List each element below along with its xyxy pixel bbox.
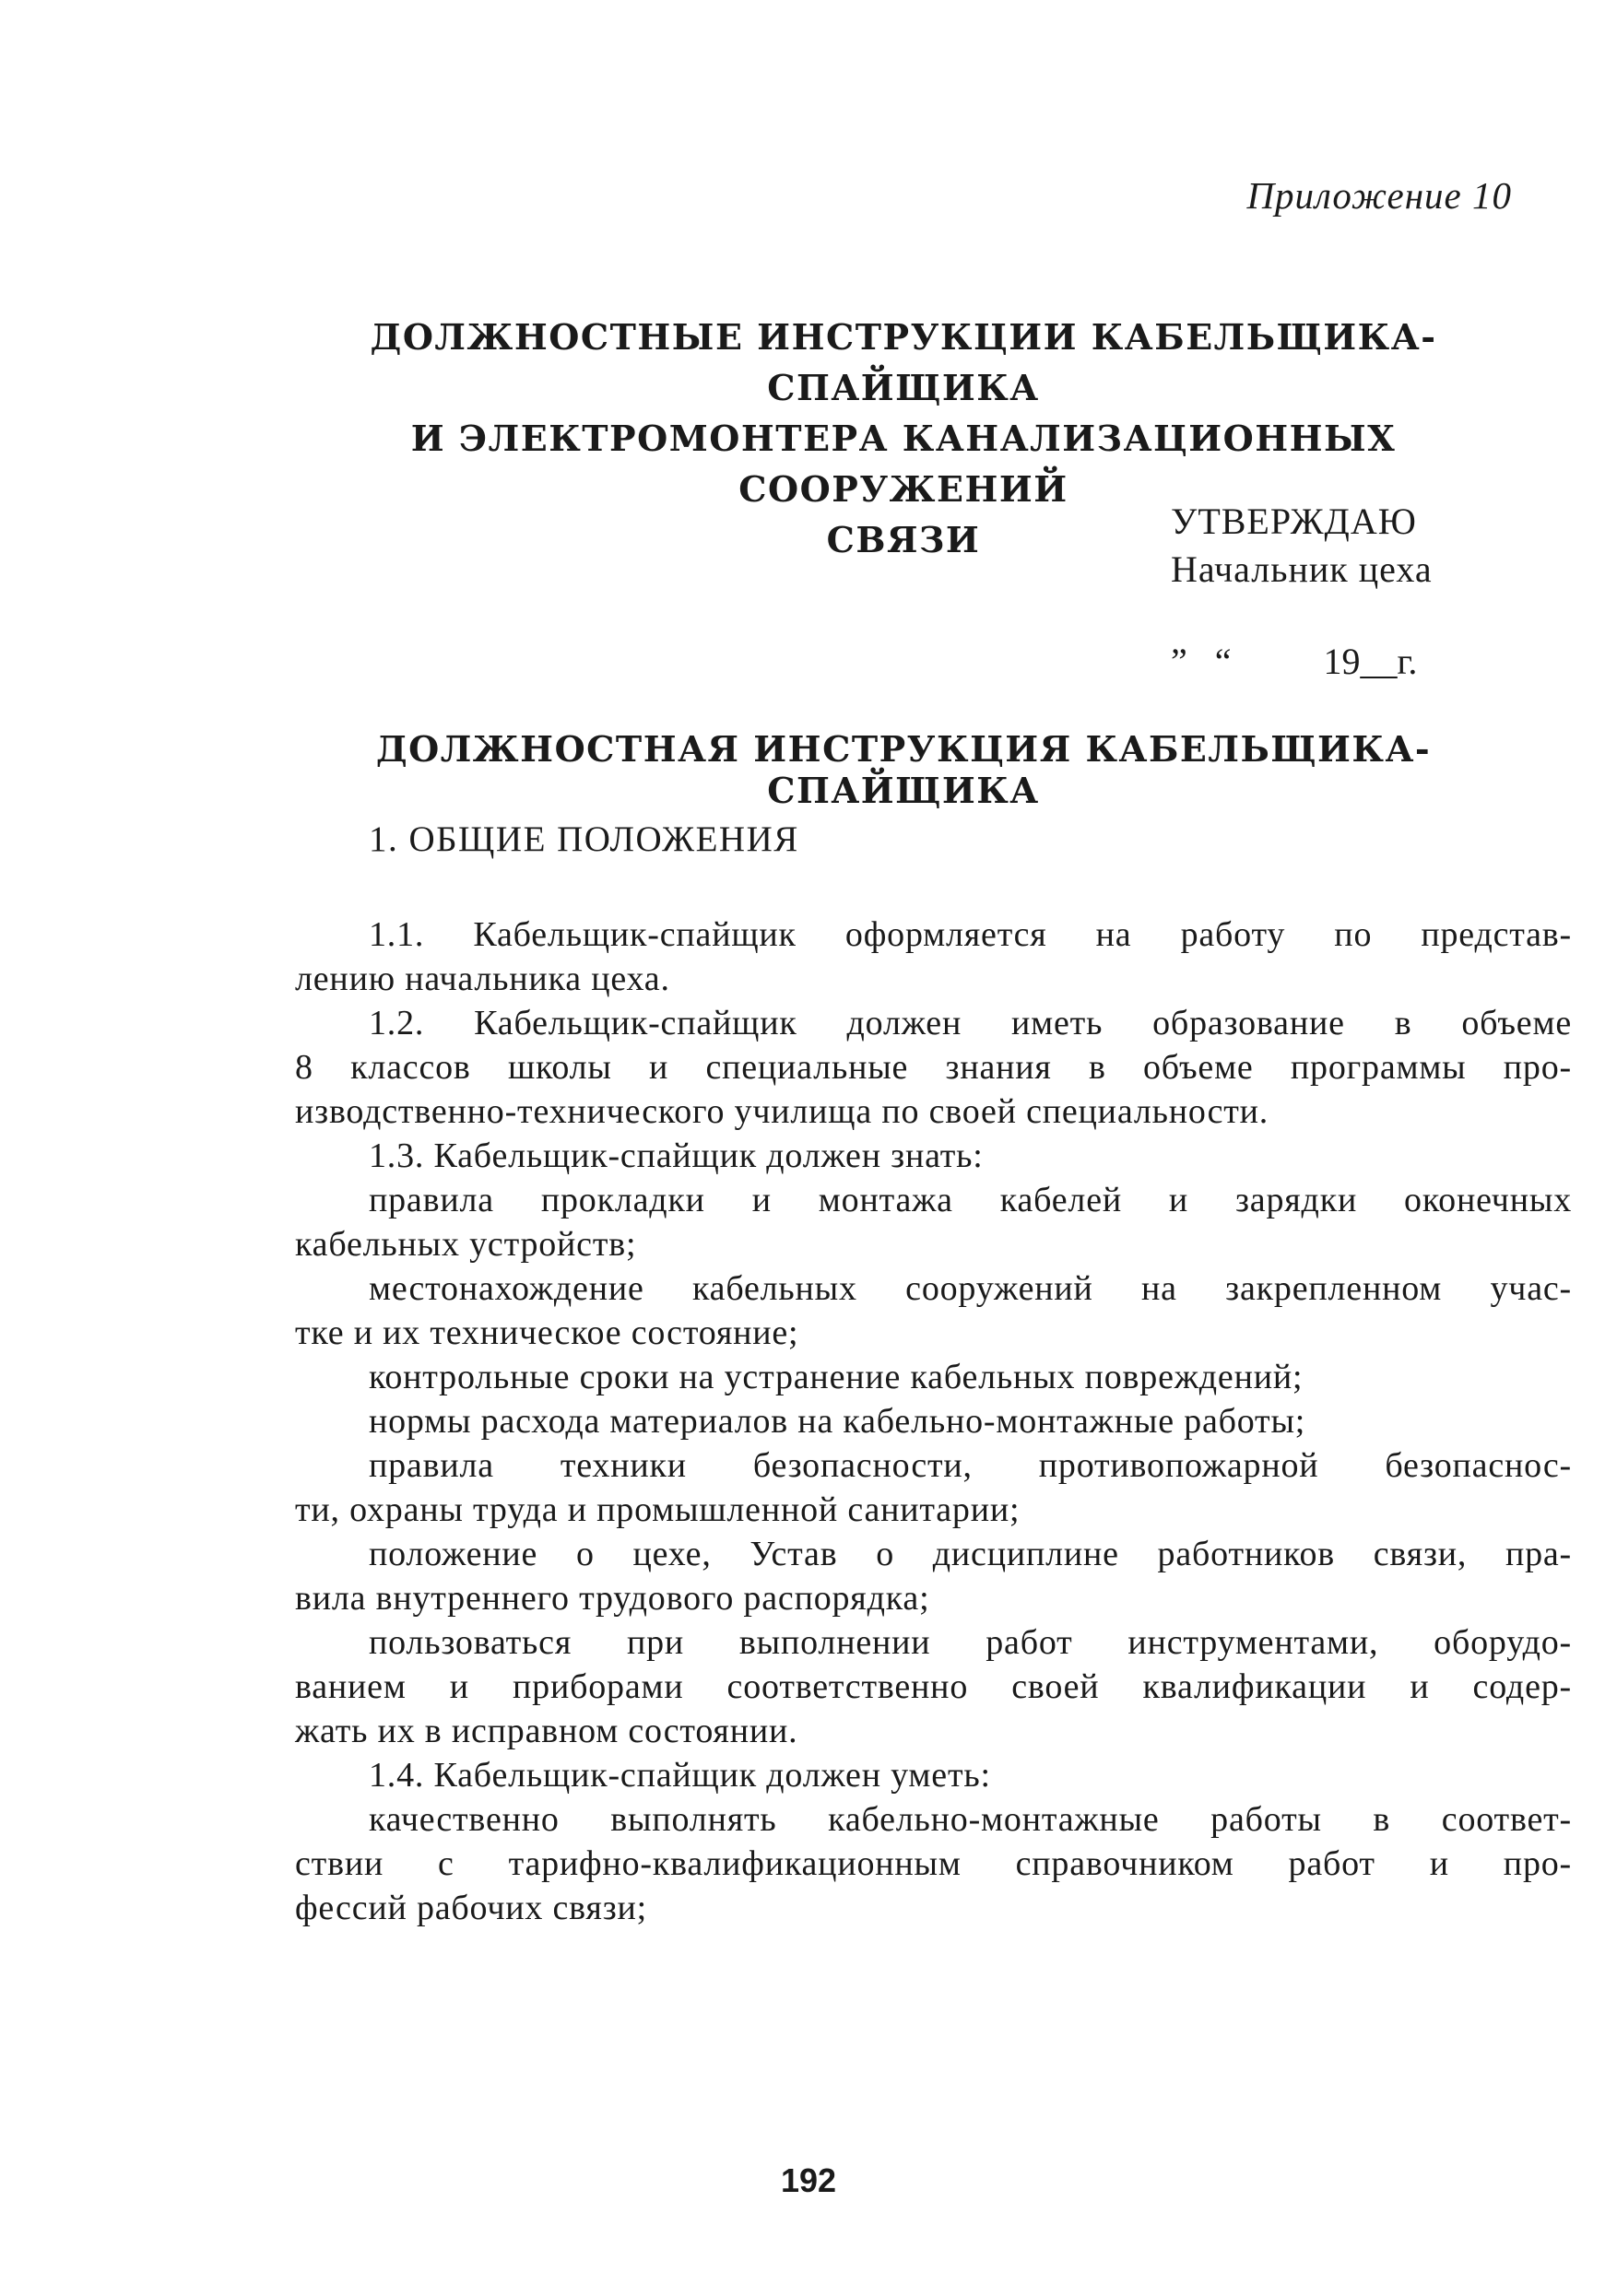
body-text — [295, 913, 1572, 1930]
body-line: 1.2. Кабельщик-спайщик должен иметь образование в объеме — [369, 1004, 1572, 1042]
body-line: 1.4. Кабельщик-спайщик должен уметь: — [369, 1756, 991, 1795]
appendix-label: Приложение 10 — [1246, 174, 1512, 217]
approval-date-line: ” “ 19__г. — [1171, 641, 1418, 682]
body-line: 8 классов школы и специальные знания в объеме программы про- — [295, 1048, 1572, 1087]
body-line: тке и их техническое состояние; — [295, 1313, 799, 1352]
section-title: 1. ОБЩИЕ ПОЛОЖЕНИЯ — [369, 819, 799, 859]
instruction-title: ДОЛЖНОСТНАЯ ИНСТРУКЦИЯ КАБЕЛЬЩИКА-СПАЙЩИКА — [375, 728, 1432, 811]
main-title-line: СВЯЗИ — [826, 519, 981, 560]
body-line: 1.1. Кабельщик-спайщик оформляется на работу по представ- — [369, 915, 1572, 954]
body-line: жать их в исправном состоянии. — [295, 1712, 798, 1750]
main-title-line: И ЭЛЕКТРОМОНТЕРА КАНАЛИЗАЦИОННЫХ СООРУЖЕНИЙ — [410, 418, 1397, 510]
body-line: ванием и приборами соответственно своей квалификации и содер- — [295, 1667, 1572, 1706]
body-line: нормы расхода материалов на кабельно-монтажные работы; — [369, 1402, 1306, 1441]
body-line: правила техники безопасности, противопожарной безопаснос- — [369, 1446, 1572, 1485]
body-line: пользоваться при выполнении работ инструментами, оборудо- — [369, 1623, 1572, 1662]
body-line: фессий рабочих связи; — [295, 1889, 647, 1927]
page-number: 192 — [780, 2161, 837, 2199]
body-line: качественно выполнять кабельно-монтажные работы в соответ- — [369, 1800, 1572, 1839]
approval-block — [1171, 498, 1558, 683]
body-line: местонахождение кабельных сооружений на закрепленном учас- — [369, 1269, 1572, 1308]
approval-position: Начальник цеха — [1171, 548, 1433, 590]
body-line: контрольные сроки на устранение кабельных повреждений; — [369, 1358, 1304, 1396]
main-title-line: ДОЛЖНОСТНЫЕ ИНСТРУКЦИИ КАБЕЛЬЩИКА-СПАЙЩИКА — [370, 316, 1437, 408]
body-line: вила внутреннего трудового распорядка; — [295, 1579, 930, 1618]
body-line: кабельных устройств; — [295, 1225, 637, 1264]
body-line: правила прокладки и монтажа кабелей и зарядки оконечных — [369, 1181, 1572, 1219]
body-line: ствии с тарифно-квалификационным справочником работ и про- — [295, 1844, 1572, 1883]
body-line: лению начальника цеха. — [295, 960, 670, 998]
body-line: 1.3. Кабельщик-спайщик должен знать: — [369, 1136, 984, 1175]
body-line: ти, охраны труда и промышленной санитарии; — [295, 1490, 1021, 1529]
approval-heading: УТВЕРЖДАЮ — [1171, 500, 1417, 542]
body-line: изводственно-технического училища по своей специальности. — [295, 1092, 1269, 1131]
body-line: положение о цехе, Устав о дисциплине работников связи, пра- — [369, 1535, 1572, 1573]
